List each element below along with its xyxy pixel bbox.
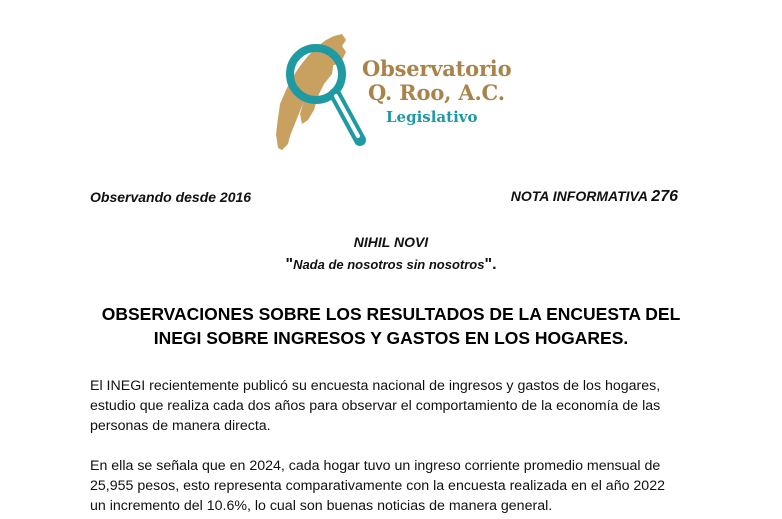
since-text: Observando desde 2016 (90, 189, 252, 205)
paragraph-line: 25,955 pesos, esto representa comparativamente con la encuesta realizada en el año 2022 (90, 478, 665, 494)
paragraph-line: En ella se señala que en 2024, cada hogar tuvo un ingreso corriente promedio mensual de (90, 458, 661, 474)
document-title (80, 302, 702, 350)
nota-informativa (511, 188, 678, 206)
quote-text: Nada de nosotros sin nosotros (293, 257, 485, 272)
logo-title-line2: Q. Roo, A.C. (368, 80, 505, 105)
magnifying-glass-over-map-icon (272, 30, 372, 156)
paragraph-1 (90, 376, 686, 436)
motto-quote (0, 256, 782, 274)
paragraph-line: El INEGI recientemente publicó su encuesta nacional de ingresos y gastos de los hogares, (90, 378, 661, 394)
logo-subtitle: Legislativo (386, 108, 478, 126)
title-line-2: INEGI SOBRE INGRESOS Y GASTOS EN LOS HOGARES. (153, 328, 629, 348)
quote-open: " (285, 256, 294, 273)
paragraph-line: un incremento del 10.6%, lo cual son buenas noticias de manera general. (90, 498, 553, 514)
paragraph-line: personas de manera directa. (90, 418, 271, 434)
nota-number: 276 (651, 188, 678, 205)
nota-label: NOTA INFORMATIVA (510, 188, 648, 204)
paragraph-line: estudio que realiza cada dos años para observar el comportamiento de la economía de las (90, 398, 661, 414)
motto-title: NIHIL NOVI (353, 234, 429, 250)
logo-title-line1: Observatorio (362, 56, 512, 81)
observatorio-logo (272, 30, 512, 158)
paragraph-2 (90, 456, 686, 516)
title-line-1: OBSERVACIONES SOBRE LOS RESULTADOS DE LA ENCUESTA DEL (101, 304, 681, 324)
quote-close: ". (484, 256, 497, 273)
